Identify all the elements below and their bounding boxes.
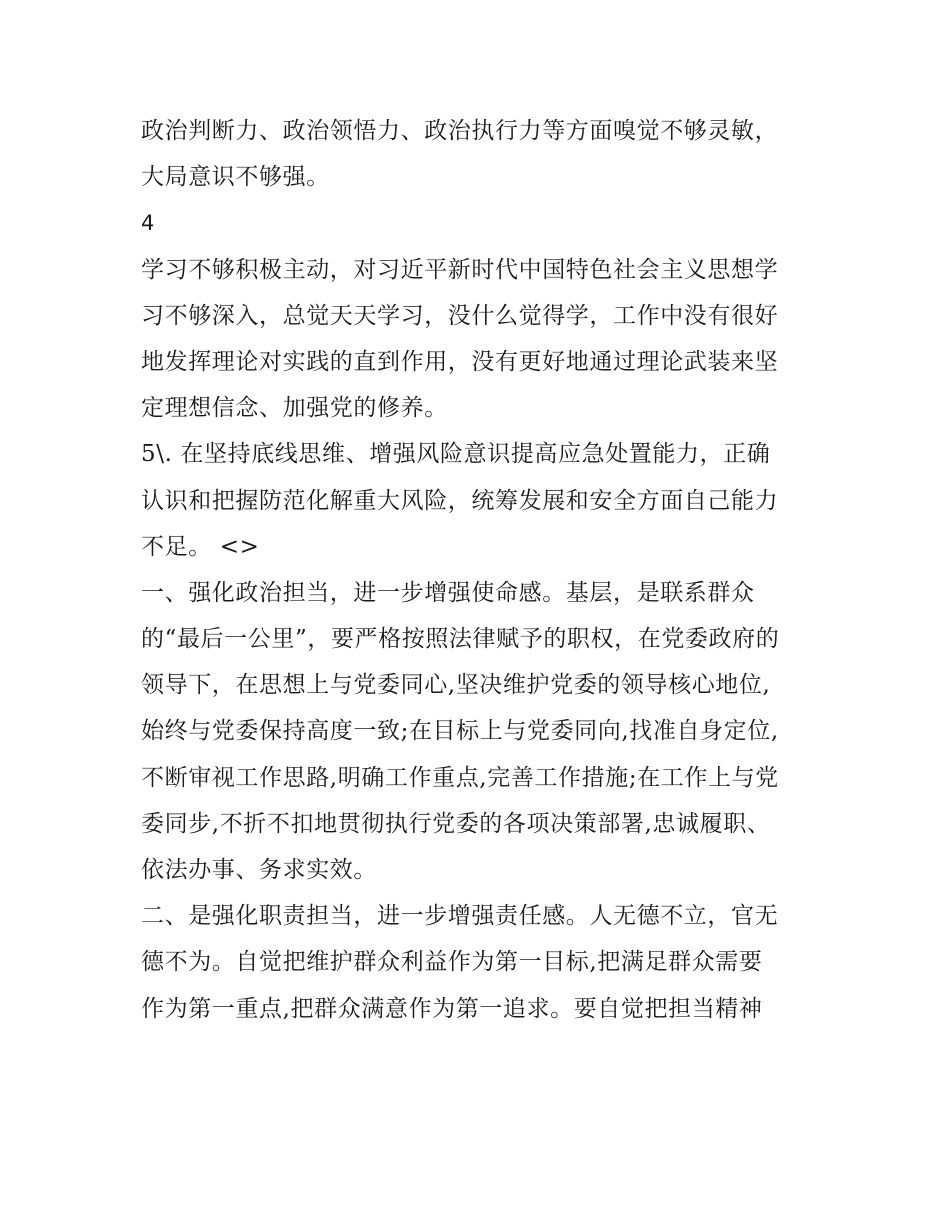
text-line: 始终与党委保持高度一致;在目标上与党委同向,找准自身定位, <box>141 718 779 745</box>
text-line: 政治判断力、政治领悟力、政治执行力等方面嗅觉不够灵敏， <box>141 118 779 144</box>
section-heading-line: 一、强化政治担当，进一步增强使命感。基层，是联系群众 <box>141 579 755 606</box>
text-line: 的“最后一公里”，要严格按照法律赋予的职权，在党委政府的 <box>141 626 780 653</box>
text-line: 习不够深入，总觉天天学习，没什么觉得学，工作中没有很好 <box>141 302 779 329</box>
item-number: 4 <box>141 211 155 236</box>
text-line: 德不为。自觉把维护群众利益作为第一目标,把满足群众需要 <box>141 949 763 976</box>
text-line: 不足。 <> <box>141 533 260 560</box>
text-line: 定理想信念、加强党的修养。 <box>141 395 448 422</box>
text-line: 不断审视工作思路,明确工作重点,完善工作措施;在工作上与党 <box>141 764 779 791</box>
text-line: 委同步,不折不扣地贯彻执行党委的各项决策部署,忠诚履职、 <box>141 810 771 837</box>
text-line: 领导下，在思想上与党委同心,坚决维护党委的领导核心地位, <box>141 672 771 699</box>
section-heading-line: 二、是强化职责担当，进一步增强责任感。人无德不立，官无 <box>141 903 779 930</box>
text-line: 作为第一重点,把群众满意作为第一追求。要自觉把担当精神 <box>141 995 763 1022</box>
text-line: 大局意识不够强。 <box>141 164 330 191</box>
document-body <box>141 108 821 1032</box>
text-line: 5\. 在坚持底线思维、增强风险意识提高应急处置能力，正确 <box>141 441 771 468</box>
text-line: 地发挥理论对实践的直到作用，没有更好地通过理论武装来坚 <box>141 348 779 375</box>
text-line: 依法办事、务求实效。 <box>141 857 377 883</box>
text-line: 认识和把握防范化解重大风险，统筹发展和安全方面自己能力 <box>141 487 779 514</box>
text-line: 学习不够积极主动，对习近平新时代中国特色社会主义思想学 <box>141 256 779 283</box>
